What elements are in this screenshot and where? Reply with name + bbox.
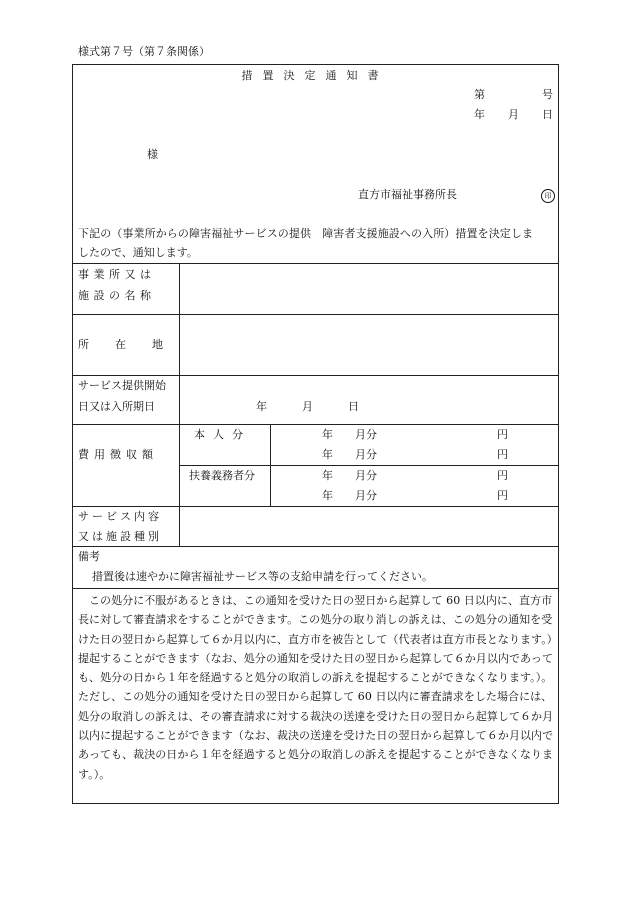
label-column-divider [179, 263, 180, 546]
appeal-paragraph: この処分に不服があるときは、この通知を受けた日の翌日から起算して 60 日以内に、直方市長に対して審査請求をすることができます。この処分の取り消しの訴えは、この処分の通知を受けた日の翌日から起算して６か月以内に、直方市を被告として（代表者は直方市長となります。）提起することができます（なお、処分の通知を受けた日の翌日から起算して６か月以内であっても、処分の日から１年を経過すると処分の取消しの訴えを提起することができなくなります。）。ただし、この処分の通知を受けた日の翌日から起算して 60 日以内に審査請求をした場合には、処分の取消しの訴えは、その審査請求に対する裁決の送達を受けた日の翌日から起算して６か月以内に提起することができます（なお、裁決の送達を受けた日の翌日から起算して６か月以内であっても、裁決の日から１年を経過すると処分の取消しの訴えを提起することができなくなります。）。 [78, 594, 554, 781]
remarks-divider [72, 588, 559, 589]
start-year-label: 年 [256, 400, 267, 413]
row-divider-1 [72, 314, 559, 315]
date-year-label: 年 [474, 108, 485, 121]
remarks-heading: 備考 [78, 550, 100, 563]
fee-guardian-yen-2: 円 [497, 489, 508, 502]
document-title: 措置決定通知書 [241, 69, 389, 82]
date-day-label: 日 [542, 108, 553, 121]
start-label-line-2: 日又は入所期日 [78, 400, 155, 413]
addressee-suffix: 様 [147, 148, 158, 161]
facility-label-line-1: 事業所又は [78, 268, 156, 281]
form-number-label: 様式第７号（第７条関係） [78, 45, 210, 58]
fee-self-yen-2: 円 [497, 448, 508, 461]
intro-line-1: 下記の（事業所からの障害福祉サービスの提供 障害者支援施設への入所）措置を決定しま [78, 227, 534, 240]
guardian-portion-label: 扶養義務者分 [189, 469, 255, 482]
fee-self-year-2: 年 [322, 448, 333, 461]
fee-column-divider [270, 424, 271, 506]
fee-self-month-1: 月分 [355, 428, 377, 441]
fee-guardian-year-1: 年 [322, 469, 333, 482]
row-divider-3 [72, 424, 559, 425]
number-prefix: 第 [474, 88, 485, 101]
date-month-label: 月 [508, 108, 519, 121]
intro-line-2: したので、通知します。 [78, 246, 198, 259]
start-label-line-1: サービス提供開始 [78, 379, 166, 392]
remarks-note: 措置後は速やかに障害福祉サービス等の支給申請を行ってください。 [92, 570, 433, 583]
fee-guardian-yen-1: 円 [497, 469, 508, 482]
row-divider-2 [72, 375, 559, 376]
seal-icon: 印 [541, 189, 555, 203]
row-divider-4 [72, 506, 559, 507]
facility-label-line-2: 施設の名称 [78, 289, 156, 302]
fee-self-month-2: 月分 [355, 448, 377, 461]
service-label-line-1: サービス内容 [78, 510, 162, 523]
service-label-line-2: 又は施設種別 [78, 530, 162, 543]
seal-mark [541, 188, 555, 203]
start-day-label: 日 [348, 400, 359, 413]
fee-subrow-divider [179, 465, 559, 466]
fee-self-year-1: 年 [322, 428, 333, 441]
fee-guardian-year-2: 年 [322, 489, 333, 502]
fee-self-yen-1: 円 [497, 428, 508, 441]
fee-label: 費用徴収額 [78, 448, 158, 461]
fee-guardian-month-2: 月分 [355, 489, 377, 502]
fee-guardian-month-1: 月分 [355, 469, 377, 482]
row-divider-5 [72, 546, 559, 547]
number-suffix: 号 [542, 88, 553, 101]
table-top-border [72, 263, 559, 264]
start-month-label: 月 [302, 400, 313, 413]
self-portion-label: 本人分 [194, 428, 251, 441]
issuer-name: 直方市福祉事務所長 [358, 188, 457, 201]
location-label: 所在地 [78, 338, 189, 351]
